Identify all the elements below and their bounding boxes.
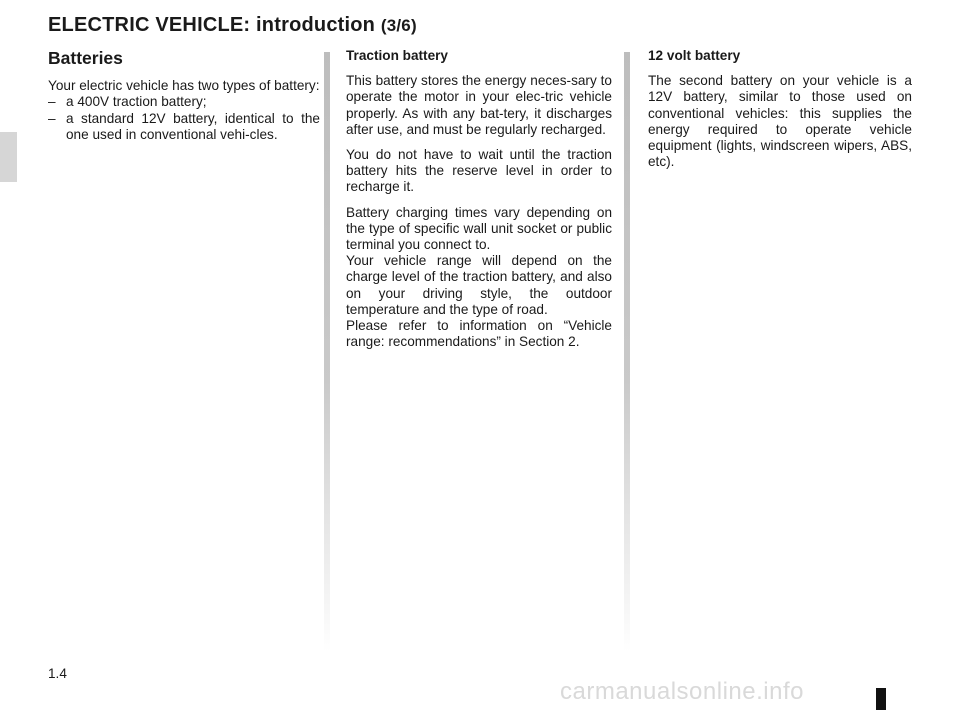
paragraph: The second battery on your vehicle is a 12V battery, similar to those used on conventional vehicles: this supplies the energy required to operate vehicle equipment (lights, windscreen wipers, ABS, etc). [648,73,912,170]
paragraph: Battery charging times vary depending on the type of specific wall unit socket or public terminal you connect to. [346,204,612,253]
page-number: 1.4 [48,666,67,681]
page-part-indicator: (3/6) [380,16,417,35]
dash-bullet: – [48,110,56,126]
list-item-text: a standard 12V battery, identical to the one used in conventional vehi-cles. [66,110,320,142]
page-end-marker-icon [876,688,886,710]
column-divider-1 [324,52,330,652]
column-traction-battery [346,48,612,350]
list-item [48,111,320,143]
paragraph: Please refer to information on “Vehicle range: recommendations” in Section 2. [346,318,612,350]
column-12v-battery [648,48,912,179]
section-tab-marker [0,132,17,182]
watermark: carmanualsonline.info [560,678,804,705]
paragraph: You do not have to wait until the traction battery hits the reserve level in order to recharge it. [346,147,612,195]
column-divider-2 [624,52,630,652]
dash-bullet: – [48,94,56,110]
battery-types-list [48,94,320,143]
column-batteries [48,50,320,143]
section-heading-batteries: Batteries [48,48,123,68]
list-item [48,94,320,110]
paragraph: This battery stores the energy neces-sary to operate the motor in your elec-tric vehicle properly. As with any bat-tery, it discharges after use, and must be regularly recharged. [346,73,612,137]
batteries-intro: Your electric vehicle has two types of battery: [48,78,320,94]
page-title-text: ELECTRIC VEHICLE: introduction [48,14,376,36]
paragraph: Your vehicle range will depend on the charge level of the traction battery, and also on your driving style, the outdoor temperature and the type of road. [346,253,612,317]
subheading-12v-battery: 12 volt battery [648,48,741,63]
list-item-text: a 400V traction battery; [66,94,207,110]
page-title [48,14,417,37]
subheading-traction-battery: Traction battery [346,48,448,63]
